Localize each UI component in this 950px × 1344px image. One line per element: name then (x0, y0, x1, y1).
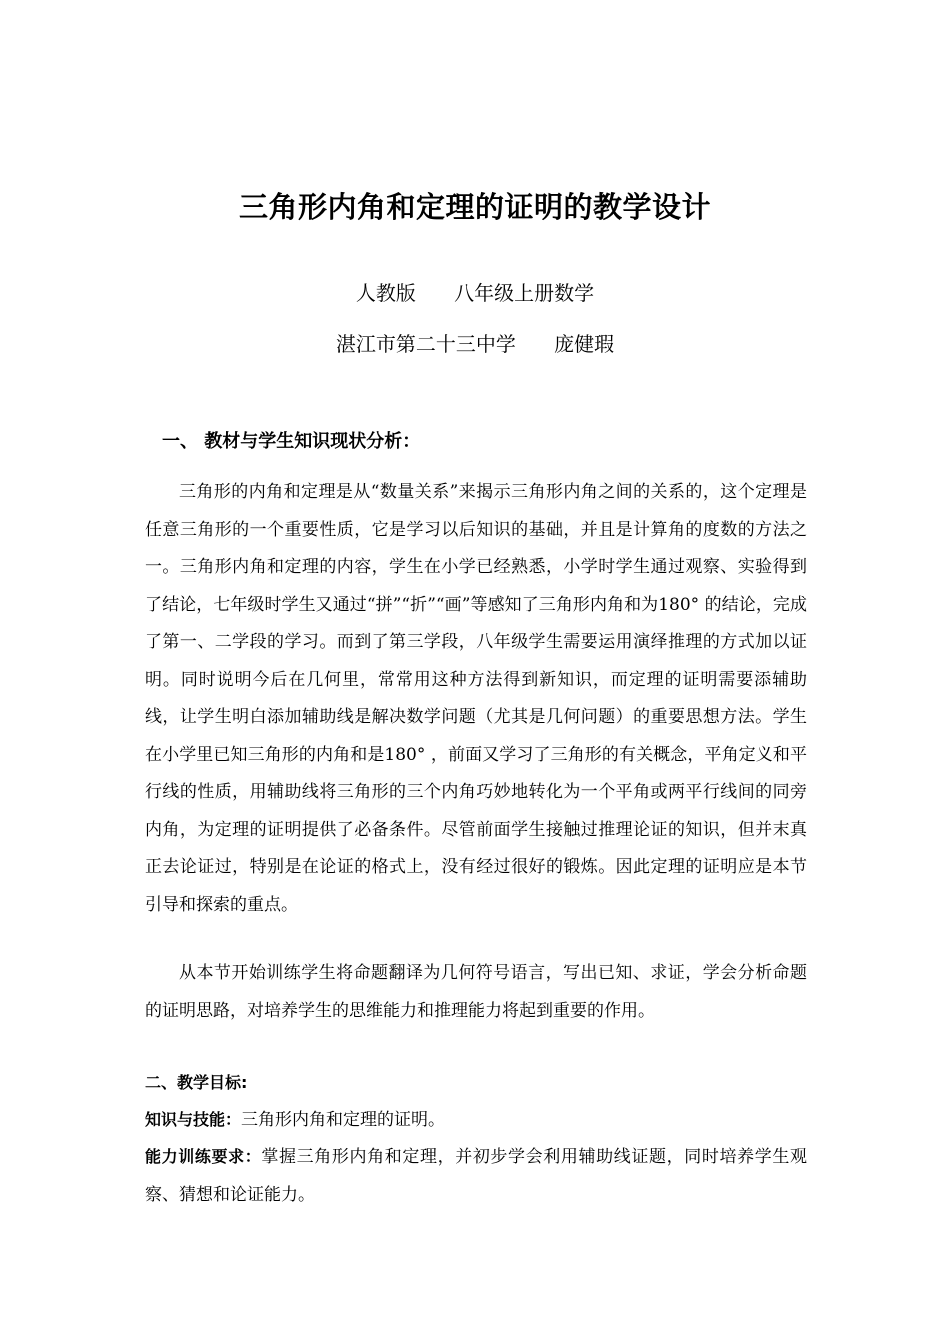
section1-paragraph-1: 三角形的内角和定理是从“数量关系”来揭示三角形内角之间的关系的，这个定理是任意三角形的一个重要性质，它是学习以后知识的基础，并且是计算角的度数的方法之一。三角形内角和定理的内容，学生在小学已经熟悉，小学时学生通过观察、实验得到了结论，七年级时学生又通过“拼”“折”“画”等感知了三角形内角和为180° 的结论，完成了第一、二学段的学习。而到了第三学段，八年级学生需要运用演绎推理的方式加以证明。同时说明今后在几何里，常常用这种方法得到新知识，而定理的证明需要添辅助线，让学生明白添加辅助线是解决数学问题（尤其是几何问题）的重要思想方法。学生在小学里已知三角形的内角和是180° ，前面又学习了三角形的有关概念，平角定义和平行线的性质，用辅助线将三角形的三个内角巧妙地转化为一个平角或两平行线间的同旁内角，为定理的证明提供了必备条件。尽管前面学生接触过推理论证的知识，但并末真正去论证过，特别是在论证的格式上，没有经过很好的锻炼。因此定理的证明应是本节引导和探索的重点。 (145, 482, 807, 915)
goal-knowledge-skills (145, 1101, 807, 1140)
goal-ability-training (145, 1138, 807, 1214)
goal-knowledge-skills-label: 知识与技能： (145, 1110, 242, 1129)
section1-heading: 一、 教材与学生知识现状分析： (162, 431, 421, 452)
section2-heading: 二、教学目标: (145, 1073, 248, 1092)
goal-knowledge-skills-text: 三角形内角和定理的证明。 (241, 1110, 446, 1130)
goal-ability-training-text: 掌握三角形内角和定理，并初步学会利用辅助线证题，同时培养学生观察、猜想和论证能力。 (145, 1147, 807, 1205)
section1-paragraph-2: 从本节开始训练学生将命题翻译为几何符号语言，写出已知、求证，学会分析命题的证明思路，对培养学生的思维能力和推理能力将起到重要的作用。 (145, 963, 807, 1021)
document-subtitle-author: 湛江市第二十三中学 庞健瑕 (335, 332, 615, 356)
document-subtitle-edition: 人教版 八年级上册数学 (355, 281, 595, 305)
document-title: 三角形内角和定理的证明的教学设计 (238, 190, 711, 224)
goal-ability-training-label: 能力训练要求： (145, 1147, 262, 1166)
